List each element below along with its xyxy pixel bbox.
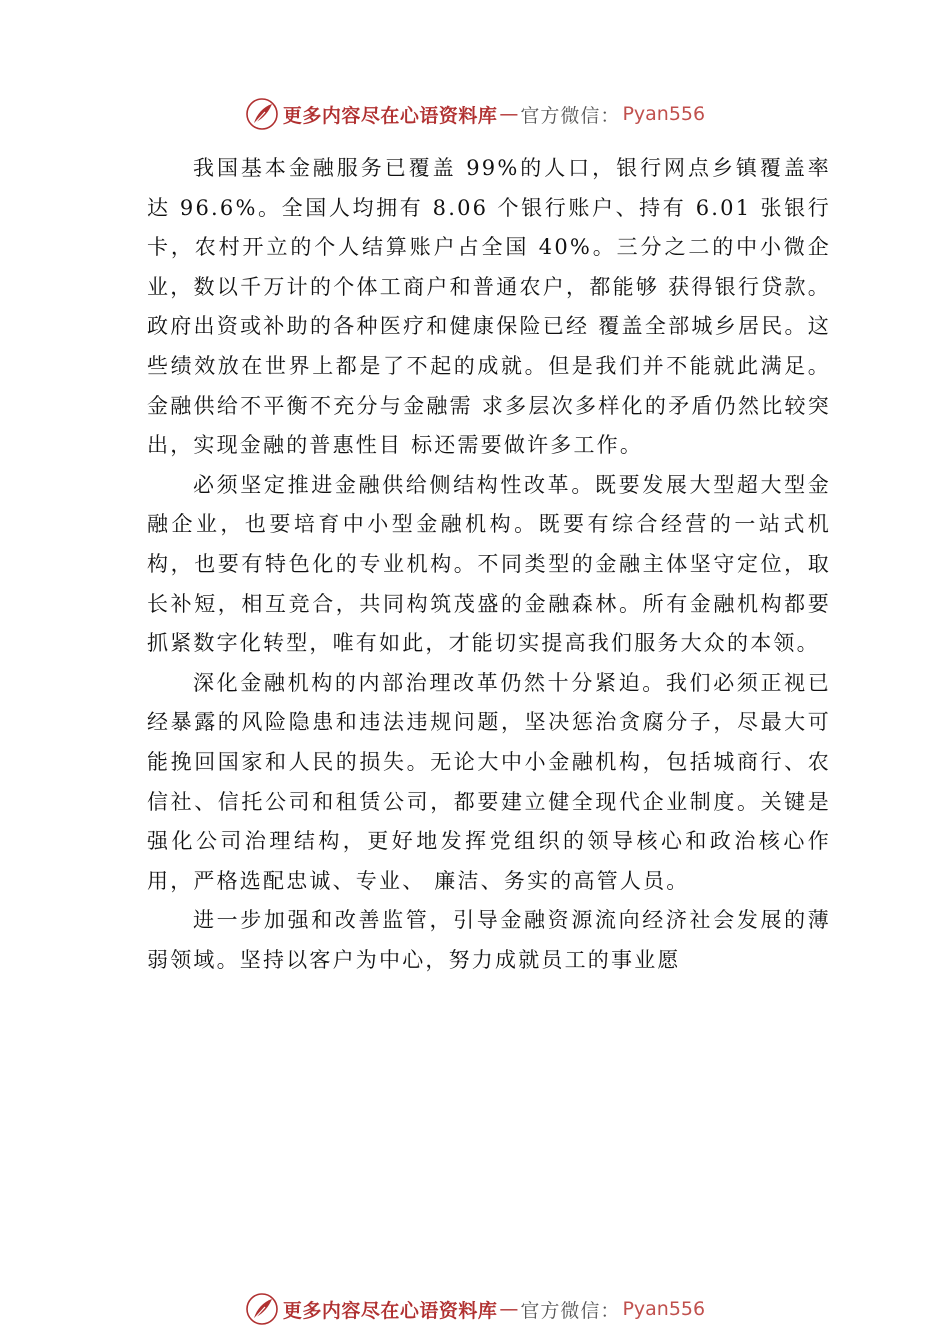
- feather-quill-icon: [245, 1292, 279, 1326]
- watermark-wechat-id: Pyan556: [622, 103, 706, 125]
- watermark-dash: —: [499, 103, 519, 125]
- header-watermark: [0, 94, 950, 134]
- feather-quill-icon: [245, 97, 279, 131]
- watermark-main-text: 更多内容尽在心语资料库: [282, 1299, 498, 1322]
- watermark-dash: —: [499, 1298, 519, 1320]
- paragraph-1: 我国基本金融服务已覆盖 99%的人口，银行网点乡镇覆盖率达 96.6%。全国人均拥有 8.06 个银行账户、持有 6.01 张银行卡，农村开立的个人结算账户占全国 40%。三分之二的中小微企业，数以千万计的个体工商户和普通农户，都能够 获得银行贷款。政府出资或补助的各种医疗和健康保险已经 覆盖全部城乡居民。这些绩效放在世界上都是了不起的成就。但是我们并不能就此满足。金融供给不平衡不充分与金融需 求多层次多样化的矛盾仍然比较突出，实现金融的普惠性目 标还需要做许多工作。: [147, 156, 831, 458]
- paragraph-2: 必须坚定推进金融供给侧结构性改革。既要发展大型超大型金融企业，也要培育中小型金融机构。既要有综合经营的一站式机构，也要有特色化的专业机构。不同类型的金融主体坚守定位，取长补短，相互竞合，共同构筑茂盛的金融森林。所有金融机构都要抓紧数字化转型，唯有如此，才能切实提高我们服务大众的本领。: [147, 472, 831, 656]
- paragraph-4: 进一步加强和改善监管，引导金融资源流向经济社会发展的薄弱领域。坚持以客户为中心，努力成就员工的事业愿: [147, 908, 831, 972]
- footer-watermark: [0, 1289, 950, 1329]
- document-body: [147, 149, 831, 980]
- watermark-wechat-id: Pyan556: [622, 1298, 706, 1320]
- watermark-label: 官方微信：: [520, 104, 621, 127]
- watermark-label: 官方微信：: [520, 1299, 621, 1322]
- paragraph-3: 深化金融机构的内部治理改革仍然十分紧迫。我们必须正视已经暴露的风险隐患和违法违规问题，坚决惩治贪腐分子，尽最大可能挽回国家和人民的损失。无论大中小金融机构，包括城商行、农信社、信托公司和租赁公司，都要建立健全现代企业制度。关键是强化公司治理结构，更好地发挥党组织的领导核心和政治核心作用，严格选配忠诚、专业、 廉洁、务实的高管人员。: [147, 670, 831, 893]
- watermark-main-text: 更多内容尽在心语资料库: [282, 104, 498, 127]
